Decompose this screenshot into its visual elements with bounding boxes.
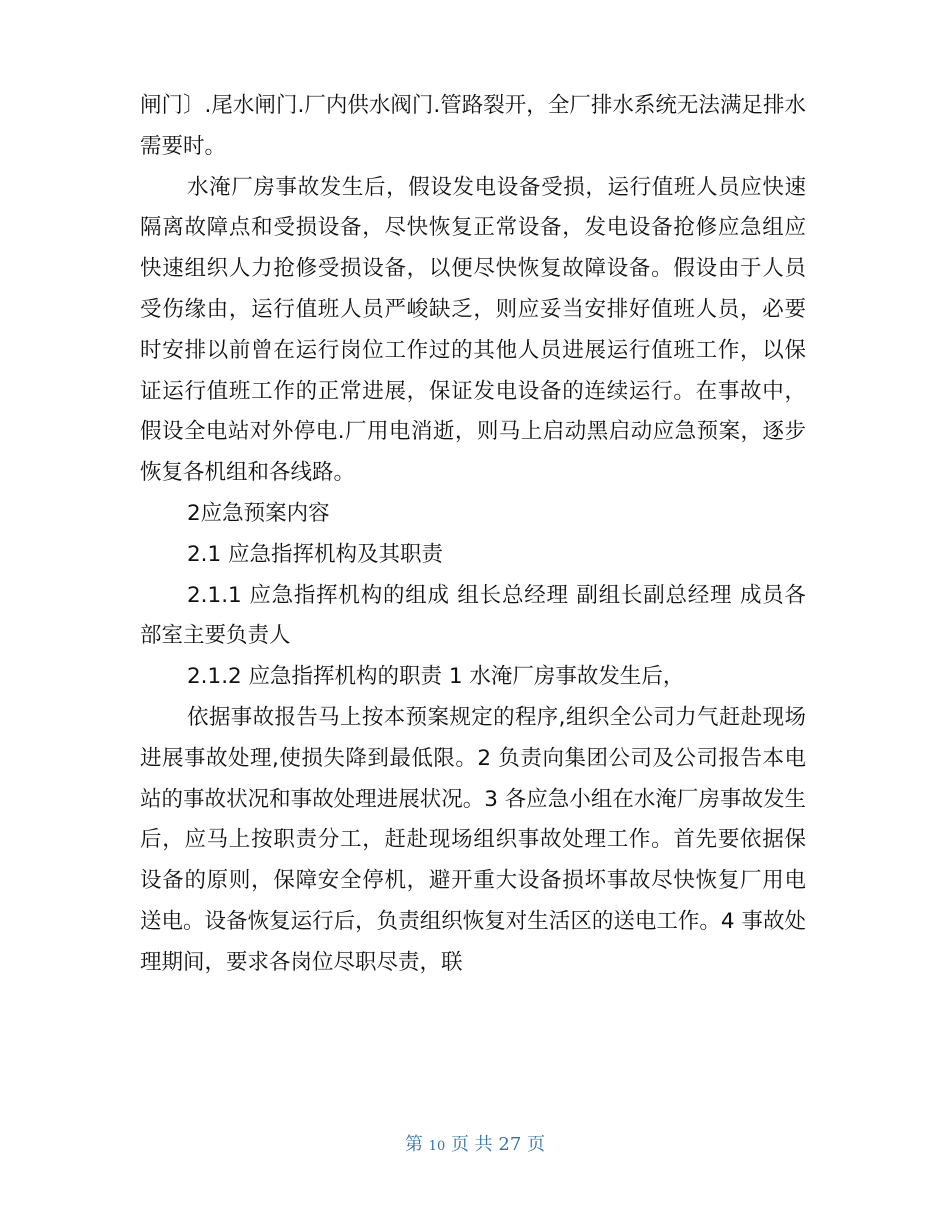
section-heading: 2应急预案内容 xyxy=(187,500,330,526)
body-paragraph: 依据事故报告马上按本预案规定的程序,组织全公司力气赶赴现场进展事故处理,使损失降到最低限。2 负责向集团公司及公司报告本电站的事故状况和事故处理进展状况。3 各应急小组在水淹厂房事故发生后，应马上按职责分工，赶赴现场组织事故处理工作。首先要依据保设备的原则，保障安全停机，避开重大设备损坏事故尽快恢复厂用电送电。设备恢复运行后，负责组织恢复对生活区的送电工作。4 事故处理期间，要求各岗位尽职尽责，联 xyxy=(140,704,806,975)
footer-prefix: 第 xyxy=(404,1134,423,1155)
footer-page-number: 10 xyxy=(428,1139,446,1154)
footer-suffix: 页 xyxy=(527,1134,546,1155)
body-paragraph: 2.1.1 应急指挥机构的组成 组长总经理 副组长副总经理 成员各部室主要负责人 xyxy=(140,582,806,649)
footer-total-pages: 27 xyxy=(498,1134,522,1155)
page-footer xyxy=(0,1133,950,1159)
body-paragraph: 水淹厂房事故发生后，假设发电设备受损，运行值班人员应快速隔离故障点和受损设备，尽快恢复正常设备，发电设备抢修应急组应快速组织人力抢修受损设备，以便尽快恢复故障设备。假设由于人员受伤缘由，运行值班人员严峻缺乏，则应妥当安排好值班人员，必要时安排以前曾在运行岗位工作过的其他人员进展运行值班工作，以保证运行值班工作的正常进展，保证发电设备的连续运行。在事故中，假设全电站对外停电.厂用电消逝，则马上启动黑启动应急预案，逐步恢复各机组和各线路。 xyxy=(140,174,806,486)
footer-middle: 页 共 xyxy=(450,1134,493,1155)
subsection-heading: 2.1 应急指挥机构及其职责 xyxy=(187,541,444,567)
document-body xyxy=(140,86,806,984)
body-paragraph: 2.1.2 应急指挥机构的职责 1 水淹厂房事故发生后， xyxy=(187,664,685,690)
body-paragraph: 闸门〕.尾水闸门.厂内供水阀门.管路裂开，全厂排水系统无法满足排水需要时。 xyxy=(140,93,806,159)
